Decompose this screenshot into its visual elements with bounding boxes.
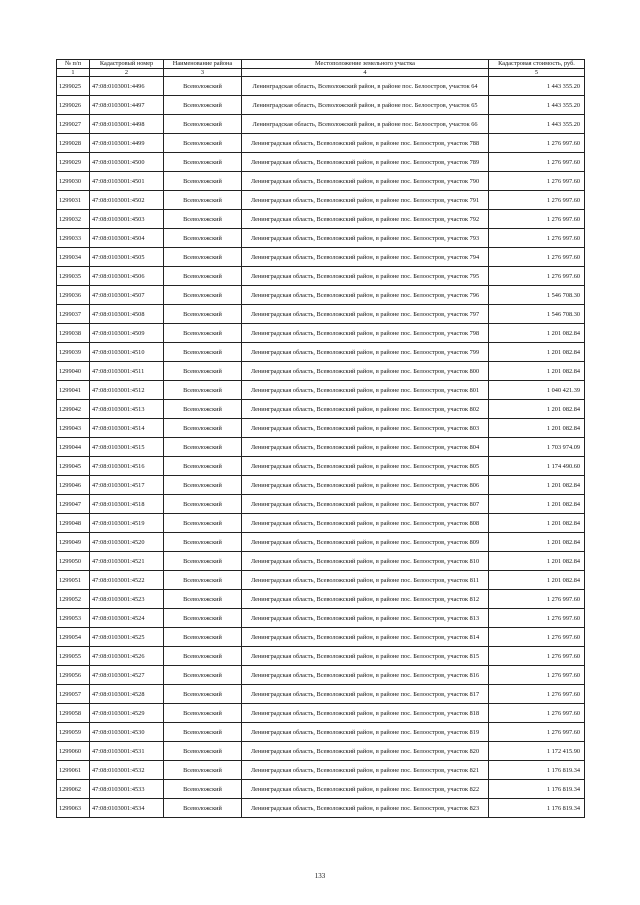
cadastral-cost: 1 201 082.84 bbox=[489, 552, 585, 571]
plot-location: Ленинградская область, Всеволожский район, в районе пос. Белоостров, участок 822 bbox=[242, 780, 489, 799]
row-number: 1299025 bbox=[57, 77, 90, 96]
plot-location: Ленинградская область, Всеволожский район, в районе пос. Белоостров, участок 794 bbox=[242, 248, 489, 267]
row-number: 1299027 bbox=[57, 115, 90, 134]
row-number: 1299053 bbox=[57, 609, 90, 628]
header-number: № п/п bbox=[57, 60, 90, 69]
row-number: 1299031 bbox=[57, 191, 90, 210]
plot-location: Ленинградская область, Всеволожский район, в районе пос. Белоостров, участок 804 bbox=[242, 438, 489, 457]
cadastral-cost: 1 276 997.60 bbox=[489, 704, 585, 723]
cadastral-number: 47:08:0103001:4527 bbox=[90, 666, 164, 685]
district-name: Всеволожский bbox=[164, 210, 242, 229]
row-number: 1299061 bbox=[57, 761, 90, 780]
plot-location: Ленинградская область, Всеволожский район, в районе пос. Белоостров, участок 790 bbox=[242, 172, 489, 191]
cadastral-cost: 1 172 415.90 bbox=[489, 742, 585, 761]
table-header-row bbox=[57, 60, 585, 69]
column-number-2: 2 bbox=[90, 69, 164, 77]
plot-location: Ленинградская область, Всеволожский район, в районе пос. Белоостров, участок 811 bbox=[242, 571, 489, 590]
cadastral-cost: 1 443 355.20 bbox=[489, 115, 585, 134]
table-row bbox=[57, 381, 585, 400]
table-row bbox=[57, 191, 585, 210]
cadastral-cost: 1 176 819.34 bbox=[489, 799, 585, 818]
cadastral-cost: 1 174 490.60 bbox=[489, 457, 585, 476]
table-row bbox=[57, 761, 585, 780]
table-row bbox=[57, 96, 585, 115]
district-name: Всеволожский bbox=[164, 723, 242, 742]
plot-location: Ленинградская область, Всеволожский район, в районе пос. Белоостров, участок 805 bbox=[242, 457, 489, 476]
plot-location: Ленинградская область, Всеволожский район, в районе пос. Белоостров, участок 814 bbox=[242, 628, 489, 647]
cadastral-cost: 1 276 997.60 bbox=[489, 229, 585, 248]
cadastral-cost: 1 276 997.60 bbox=[489, 647, 585, 666]
district-name: Всеволожский bbox=[164, 533, 242, 552]
district-name: Всеволожский bbox=[164, 780, 242, 799]
district-name: Всеволожский bbox=[164, 666, 242, 685]
cadastral-number: 47:08:0103001:4504 bbox=[90, 229, 164, 248]
district-name: Всеволожский bbox=[164, 115, 242, 134]
cadastral-number: 47:08:0103001:4502 bbox=[90, 191, 164, 210]
cadastral-number: 47:08:0103001:4512 bbox=[90, 381, 164, 400]
cadastral-cost: 1 276 997.60 bbox=[489, 723, 585, 742]
row-number: 1299032 bbox=[57, 210, 90, 229]
district-name: Всеволожский bbox=[164, 400, 242, 419]
table-row bbox=[57, 305, 585, 324]
plot-location: Ленинградская область, Всеволожский район, в районе пос. Белоостров, участок 810 bbox=[242, 552, 489, 571]
cadastral-number: 47:08:0103001:4528 bbox=[90, 685, 164, 704]
district-name: Всеволожский bbox=[164, 229, 242, 248]
cadastral-number: 47:08:0103001:4531 bbox=[90, 742, 164, 761]
row-number: 1299062 bbox=[57, 780, 90, 799]
cadastral-number: 47:08:0103001:4501 bbox=[90, 172, 164, 191]
cadastral-cost: 1 276 997.60 bbox=[489, 134, 585, 153]
table-row bbox=[57, 552, 585, 571]
column-number-3: 3 bbox=[164, 69, 242, 77]
plot-location: Ленинградская область, Всеволожский район, в районе пос. Белоостров, участок 803 bbox=[242, 419, 489, 438]
table-row bbox=[57, 362, 585, 381]
table-row bbox=[57, 115, 585, 134]
cadastral-cost: 1 276 997.60 bbox=[489, 210, 585, 229]
plot-location: Ленинградская область, Всеволожский район, в районе пос. Белоостров, участок 64 bbox=[242, 77, 489, 96]
row-number: 1299039 bbox=[57, 343, 90, 362]
row-number: 1299030 bbox=[57, 172, 90, 191]
table-row bbox=[57, 571, 585, 590]
table-row bbox=[57, 286, 585, 305]
cadastral-number: 47:08:0103001:4497 bbox=[90, 96, 164, 115]
plot-location: Ленинградская область, Всеволожский район, в районе пос. Белоостров, участок 793 bbox=[242, 229, 489, 248]
table-row bbox=[57, 685, 585, 704]
district-name: Всеволожский bbox=[164, 419, 242, 438]
district-name: Всеволожский bbox=[164, 552, 242, 571]
plot-location: Ленинградская область, Всеволожский район, в районе пос. Белоостров, участок 791 bbox=[242, 191, 489, 210]
cadastral-cost: 1 176 819.34 bbox=[489, 780, 585, 799]
cadastral-number: 47:08:0103001:4496 bbox=[90, 77, 164, 96]
district-name: Всеволожский bbox=[164, 514, 242, 533]
district-name: Всеволожский bbox=[164, 609, 242, 628]
row-number: 1299055 bbox=[57, 647, 90, 666]
table-row bbox=[57, 799, 585, 818]
cadastral-number: 47:08:0103001:4520 bbox=[90, 533, 164, 552]
row-number: 1299040 bbox=[57, 362, 90, 381]
cadastral-number: 47:08:0103001:4500 bbox=[90, 153, 164, 172]
table-row bbox=[57, 400, 585, 419]
cadastral-number: 47:08:0103001:4524 bbox=[90, 609, 164, 628]
plot-location: Ленинградская область, Всеволожский район, в районе пос. Белоостров, участок 816 bbox=[242, 666, 489, 685]
row-number: 1299035 bbox=[57, 267, 90, 286]
district-name: Всеволожский bbox=[164, 628, 242, 647]
table-row bbox=[57, 153, 585, 172]
table-row bbox=[57, 590, 585, 609]
cadastral-number: 47:08:0103001:4508 bbox=[90, 305, 164, 324]
plot-location: Ленинградская область, Всеволожский район, в районе пос. Белоостров, участок 65 bbox=[242, 96, 489, 115]
district-name: Всеволожский bbox=[164, 647, 242, 666]
cadastral-number: 47:08:0103001:4519 bbox=[90, 514, 164, 533]
row-number: 1299042 bbox=[57, 400, 90, 419]
cadastral-number: 47:08:0103001:4523 bbox=[90, 590, 164, 609]
district-name: Всеволожский bbox=[164, 495, 242, 514]
table-row bbox=[57, 229, 585, 248]
plot-location: Ленинградская область, Всеволожский район, в районе пос. Белоостров, участок 800 bbox=[242, 362, 489, 381]
district-name: Всеволожский bbox=[164, 248, 242, 267]
cadastral-number: 47:08:0103001:4521 bbox=[90, 552, 164, 571]
row-number: 1299026 bbox=[57, 96, 90, 115]
cadastral-number: 47:08:0103001:4509 bbox=[90, 324, 164, 343]
cadastral-number: 47:08:0103001:4511 bbox=[90, 362, 164, 381]
plot-location: Ленинградская область, Всеволожский район, в районе пос. Белоостров, участок 820 bbox=[242, 742, 489, 761]
district-name: Всеволожский bbox=[164, 286, 242, 305]
plot-location: Ленинградская область, Всеволожский район, в районе пос. Белоостров, участок 798 bbox=[242, 324, 489, 343]
page-number: 133 bbox=[314, 872, 326, 880]
plot-location: Ленинградская область, Всеволожский район, в районе пос. Белоостров, участок 817 bbox=[242, 685, 489, 704]
row-number: 1299028 bbox=[57, 134, 90, 153]
column-number-4: 4 bbox=[242, 69, 489, 77]
cadastral-number: 47:08:0103001:4518 bbox=[90, 495, 164, 514]
table-row bbox=[57, 742, 585, 761]
row-number: 1299038 bbox=[57, 324, 90, 343]
plot-location: Ленинградская область, Всеволожский район, в районе пос. Белоостров, участок 807 bbox=[242, 495, 489, 514]
row-number: 1299049 bbox=[57, 533, 90, 552]
district-name: Всеволожский bbox=[164, 343, 242, 362]
header-location: Местоположение земельного участка bbox=[242, 60, 489, 69]
district-name: Всеволожский bbox=[164, 267, 242, 286]
plot-location: Ленинградская область, Всеволожский район, в районе пос. Белоостров, участок 789 bbox=[242, 153, 489, 172]
plot-location: Ленинградская область, Всеволожский район, в районе пос. Белоостров, участок 813 bbox=[242, 609, 489, 628]
row-number: 1299058 bbox=[57, 704, 90, 723]
cadastral-number: 47:08:0103001:4505 bbox=[90, 248, 164, 267]
plot-location: Ленинградская область, Всеволожский район, в районе пос. Белоостров, участок 808 bbox=[242, 514, 489, 533]
cadastral-cost: 1 276 997.60 bbox=[489, 153, 585, 172]
cadastral-cost: 1 201 082.84 bbox=[489, 343, 585, 362]
row-number: 1299046 bbox=[57, 476, 90, 495]
cadastral-cost: 1 201 082.84 bbox=[489, 476, 585, 495]
cadastral-cost: 1 546 708.30 bbox=[489, 305, 585, 324]
cadastral-cost: 1 703 974.09 bbox=[489, 438, 585, 457]
row-number: 1299047 bbox=[57, 495, 90, 514]
cadastral-number: 47:08:0103001:4513 bbox=[90, 400, 164, 419]
cadastral-number: 47:08:0103001:4534 bbox=[90, 799, 164, 818]
plot-location: Ленинградская область, Всеволожский район, в районе пос. Белоостров, участок 801 bbox=[242, 381, 489, 400]
cadastral-cost: 1 546 708.30 bbox=[489, 286, 585, 305]
cadastral-number: 47:08:0103001:4517 bbox=[90, 476, 164, 495]
cadastral-cost: 1 201 082.84 bbox=[489, 362, 585, 381]
cadastral-number: 47:08:0103001:4516 bbox=[90, 457, 164, 476]
row-number: 1299057 bbox=[57, 685, 90, 704]
cadastral-number: 47:08:0103001:4522 bbox=[90, 571, 164, 590]
district-name: Всеволожский bbox=[164, 134, 242, 153]
table-row bbox=[57, 343, 585, 362]
district-name: Всеволожский bbox=[164, 704, 242, 723]
cadastral-cost: 1 276 997.60 bbox=[489, 267, 585, 286]
row-number: 1299063 bbox=[57, 799, 90, 818]
header-cadastral-number: Кадастровый номер bbox=[90, 60, 164, 69]
plot-location: Ленинградская область, Всеволожский район, в районе пос. Белоостров, участок 819 bbox=[242, 723, 489, 742]
column-numbering-row bbox=[57, 69, 585, 77]
plot-location: Ленинградская область, Всеволожский район, в районе пос. Белоостров, участок 815 bbox=[242, 647, 489, 666]
cadastral-cost: 1 201 082.84 bbox=[489, 514, 585, 533]
row-number: 1299029 bbox=[57, 153, 90, 172]
row-number: 1299037 bbox=[57, 305, 90, 324]
header-cadastral-cost: Кадастровая стоимость, руб. bbox=[489, 60, 585, 69]
cadastral-cost: 1 276 997.60 bbox=[489, 685, 585, 704]
plot-location: Ленинградская область, Всеволожский район, в районе пос. Белоостров, участок 821 bbox=[242, 761, 489, 780]
plot-location: Ленинградская область, Всеволожский район, в районе пос. Белоостров, участок 823 bbox=[242, 799, 489, 818]
plot-location: Ленинградская область, Всеволожский район, в районе пос. Белоостров, участок 795 bbox=[242, 267, 489, 286]
plot-location: Ленинградская область, Всеволожский район, в районе пос. Белоостров, участок 796 bbox=[242, 286, 489, 305]
row-number: 1299054 bbox=[57, 628, 90, 647]
table-row bbox=[57, 704, 585, 723]
cadastral-number: 47:08:0103001:4525 bbox=[90, 628, 164, 647]
cadastral-cost: 1 201 082.84 bbox=[489, 495, 585, 514]
table-row bbox=[57, 514, 585, 533]
district-name: Всеволожский bbox=[164, 191, 242, 210]
column-number-5: 5 bbox=[489, 69, 585, 77]
district-name: Всеволожский bbox=[164, 77, 242, 96]
row-number: 1299056 bbox=[57, 666, 90, 685]
cadastral-cost: 1 176 819.34 bbox=[489, 761, 585, 780]
district-name: Всеволожский bbox=[164, 381, 242, 400]
row-number: 1299045 bbox=[57, 457, 90, 476]
cadastral-number: 47:08:0103001:4498 bbox=[90, 115, 164, 134]
table-row bbox=[57, 609, 585, 628]
cadastral-cost: 1 276 997.60 bbox=[489, 609, 585, 628]
plot-location: Ленинградская область, Всеволожский район, в районе пос. Белоостров, участок 809 bbox=[242, 533, 489, 552]
table-row bbox=[57, 77, 585, 96]
table-row bbox=[57, 438, 585, 457]
table-row bbox=[57, 419, 585, 438]
row-number: 1299052 bbox=[57, 590, 90, 609]
district-name: Всеволожский bbox=[164, 761, 242, 780]
cadastral-number: 47:08:0103001:4532 bbox=[90, 761, 164, 780]
row-number: 1299048 bbox=[57, 514, 90, 533]
district-name: Всеволожский bbox=[164, 96, 242, 115]
district-name: Всеволожский bbox=[164, 476, 242, 495]
cadastral-cost: 1 276 997.60 bbox=[489, 666, 585, 685]
district-name: Всеволожский bbox=[164, 590, 242, 609]
table-row bbox=[57, 476, 585, 495]
header-district: Наименование района bbox=[164, 60, 242, 69]
row-number: 1299043 bbox=[57, 419, 90, 438]
plot-location: Ленинградская область, Всеволожский район, в районе пос. Белоостров, участок 799 bbox=[242, 343, 489, 362]
cadastral-number: 47:08:0103001:4529 bbox=[90, 704, 164, 723]
cadastral-cost: 1 276 997.60 bbox=[489, 248, 585, 267]
district-name: Всеволожский bbox=[164, 172, 242, 191]
table-row bbox=[57, 780, 585, 799]
table-row bbox=[57, 457, 585, 476]
table-row bbox=[57, 533, 585, 552]
table-row bbox=[57, 495, 585, 514]
district-name: Всеволожский bbox=[164, 457, 242, 476]
cadastral-cost: 1 443 355.20 bbox=[489, 77, 585, 96]
district-name: Всеволожский bbox=[164, 362, 242, 381]
table-row bbox=[57, 267, 585, 286]
table-row bbox=[57, 172, 585, 191]
cadastral-cost: 1 276 997.60 bbox=[489, 191, 585, 210]
district-name: Всеволожский bbox=[164, 305, 242, 324]
cadastral-cost: 1 201 082.84 bbox=[489, 533, 585, 552]
cadastral-cost: 1 201 082.84 bbox=[489, 419, 585, 438]
cadastral-cost: 1 201 082.84 bbox=[489, 571, 585, 590]
cadastral-number: 47:08:0103001:4533 bbox=[90, 780, 164, 799]
cadastral-number: 47:08:0103001:4514 bbox=[90, 419, 164, 438]
cadastral-cost: 1 276 997.60 bbox=[489, 172, 585, 191]
district-name: Всеволожский bbox=[164, 685, 242, 704]
row-number: 1299059 bbox=[57, 723, 90, 742]
district-name: Всеволожский bbox=[164, 571, 242, 590]
cadastral-number: 47:08:0103001:4530 bbox=[90, 723, 164, 742]
plot-location: Ленинградская область, Всеволожский район, в районе пос. Белоостров, участок 797 bbox=[242, 305, 489, 324]
cadastral-cost: 1 276 997.60 bbox=[489, 590, 585, 609]
table-row bbox=[57, 248, 585, 267]
cadastral-number: 47:08:0103001:4510 bbox=[90, 343, 164, 362]
row-number: 1299050 bbox=[57, 552, 90, 571]
table-row bbox=[57, 647, 585, 666]
plot-location: Ленинградская область, Всеволожский район, в районе пос. Белоостров, участок 806 bbox=[242, 476, 489, 495]
plot-location: Ленинградская область, Всеволожский район, в районе пос. Белоостров, участок 812 bbox=[242, 590, 489, 609]
cadastral-cost: 1 201 082.84 bbox=[489, 400, 585, 419]
table-row bbox=[57, 324, 585, 343]
cadastral-cost: 1 443 355.20 bbox=[489, 96, 585, 115]
cadastral-number: 47:08:0103001:4503 bbox=[90, 210, 164, 229]
cadastral-number: 47:08:0103001:4526 bbox=[90, 647, 164, 666]
plot-location: Ленинградская область, Всеволожский район, в районе пос. Белоостров, участок 792 bbox=[242, 210, 489, 229]
row-number: 1299060 bbox=[57, 742, 90, 761]
row-number: 1299044 bbox=[57, 438, 90, 457]
cadastral-cost: 1 276 997.60 bbox=[489, 628, 585, 647]
district-name: Всеволожский bbox=[164, 324, 242, 343]
table-row bbox=[57, 628, 585, 647]
cadastral-number: 47:08:0103001:4515 bbox=[90, 438, 164, 457]
cadastral-number: 47:08:0103001:4499 bbox=[90, 134, 164, 153]
row-number: 1299051 bbox=[57, 571, 90, 590]
cadastral-cost: 1 040 421.39 bbox=[489, 381, 585, 400]
row-number: 1299041 bbox=[57, 381, 90, 400]
row-number: 1299034 bbox=[57, 248, 90, 267]
table-row bbox=[57, 666, 585, 685]
plot-location: Ленинградская область, Всеволожский район, в районе пос. Белоостров, участок 788 bbox=[242, 134, 489, 153]
district-name: Всеволожский bbox=[164, 438, 242, 457]
table-row bbox=[57, 210, 585, 229]
column-number-1: 1 bbox=[57, 69, 90, 77]
plot-location: Ленинградская область, Всеволожский район, в районе пос. Белоостров, участок 66 bbox=[242, 115, 489, 134]
cadastral-value-table bbox=[56, 59, 585, 818]
table-row bbox=[57, 134, 585, 153]
plot-location: Ленинградская область, Всеволожский район, в районе пос. Белоостров, участок 802 bbox=[242, 400, 489, 419]
district-name: Всеволожский bbox=[164, 153, 242, 172]
cadastral-number: 47:08:0103001:4507 bbox=[90, 286, 164, 305]
cadastral-number: 47:08:0103001:4506 bbox=[90, 267, 164, 286]
district-name: Всеволожский bbox=[164, 742, 242, 761]
district-name: Всеволожский bbox=[164, 799, 242, 818]
cadastral-cost: 1 201 082.84 bbox=[489, 324, 585, 343]
row-number: 1299033 bbox=[57, 229, 90, 248]
table-row bbox=[57, 723, 585, 742]
plot-location: Ленинградская область, Всеволожский район, в районе пос. Белоостров, участок 818 bbox=[242, 704, 489, 723]
row-number: 1299036 bbox=[57, 286, 90, 305]
